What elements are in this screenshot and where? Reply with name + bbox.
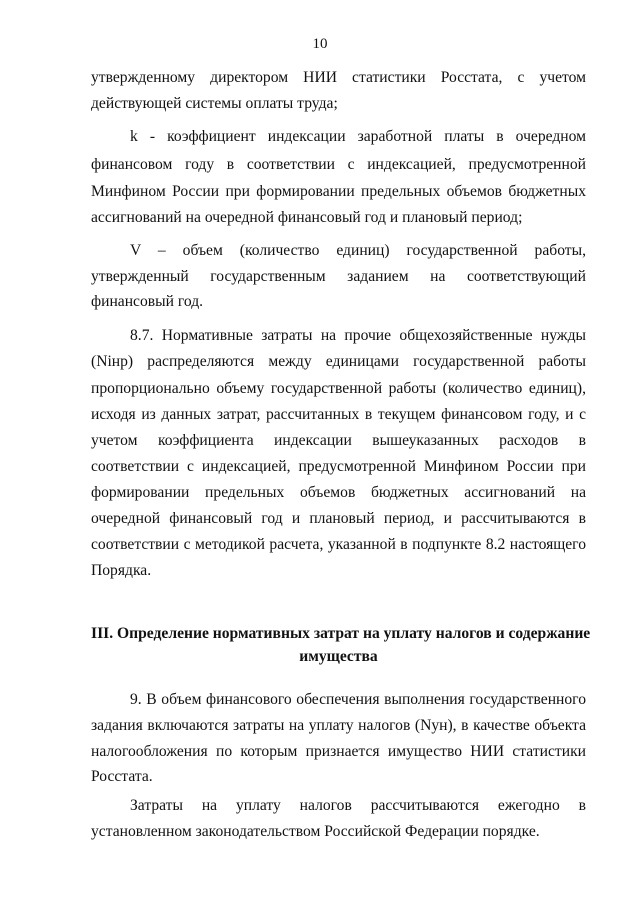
body-line: утвержденному директором НИИ статистики Росстата, с учетом [91, 69, 586, 86]
body-line: учетом коэффициента индексации вышеуказанных расходов в [91, 432, 586, 449]
section-heading-line2: имущества [299, 648, 378, 665]
section-heading-line1: III. Определение нормативных затрат на уплату налогов и содержание [91, 625, 591, 642]
body-line: V – объем (количество единиц) государственной работы, [130, 242, 586, 259]
body-line: k - коэффициент индексации заработной платы в очередном [130, 128, 586, 145]
body-line: пропорционально объему государственной работы (количество единиц), [91, 380, 586, 397]
body-line: соответствии с методикой расчета, указанной в подпункте 8.2 настоящего [91, 536, 586, 553]
body-line: действующей системы оплаты труда; [91, 95, 338, 112]
body-line: ассигнований на очередной финансовый год и плановый период; [91, 209, 523, 226]
body-line: соответствии с индексацией, предусмотренной Минфином России при [91, 458, 586, 475]
body-line: налогообложения по которым признается имущество НИИ статистики [91, 743, 586, 760]
body-line: финансовом году в соответствии с индексацией, предусмотренной [91, 156, 586, 173]
body-line: Порядка. [91, 562, 152, 579]
body-line: утвержденный государственным заданием на соответствующий [91, 268, 586, 285]
body-line: установленном законодательством Российской Федерации порядке. [91, 823, 540, 840]
body-line: задания включаются затраты на уплату налогов (Nун), в качестве объекта [91, 717, 586, 734]
body-line: 8.7. Нормативные затраты на прочие общехозяйственные нужды [130, 327, 586, 344]
body-line: Затраты на уплату налогов рассчитываются ежегодно в [130, 797, 586, 814]
page-number: 10 [312, 36, 328, 52]
body-line: очередной финансовый год и плановый период, и рассчитываются в [91, 510, 586, 527]
body-line: 9. В объем финансового обеспечения выполнения государственного [130, 691, 586, 708]
body-line: Росстата. [91, 768, 153, 785]
body-line: финансовый год. [91, 293, 204, 310]
body-line: формировании предельных объемов бюджетных ассигнований на [91, 484, 586, 501]
body-line: Минфином России при формировании предельных объемов бюджетных [91, 183, 586, 200]
body-line: исходя из данных затрат, рассчитанных в текущем финансовом году, и с [91, 406, 586, 423]
body-line: (Nінр) распределяются между единицами государственной работы [91, 353, 586, 370]
